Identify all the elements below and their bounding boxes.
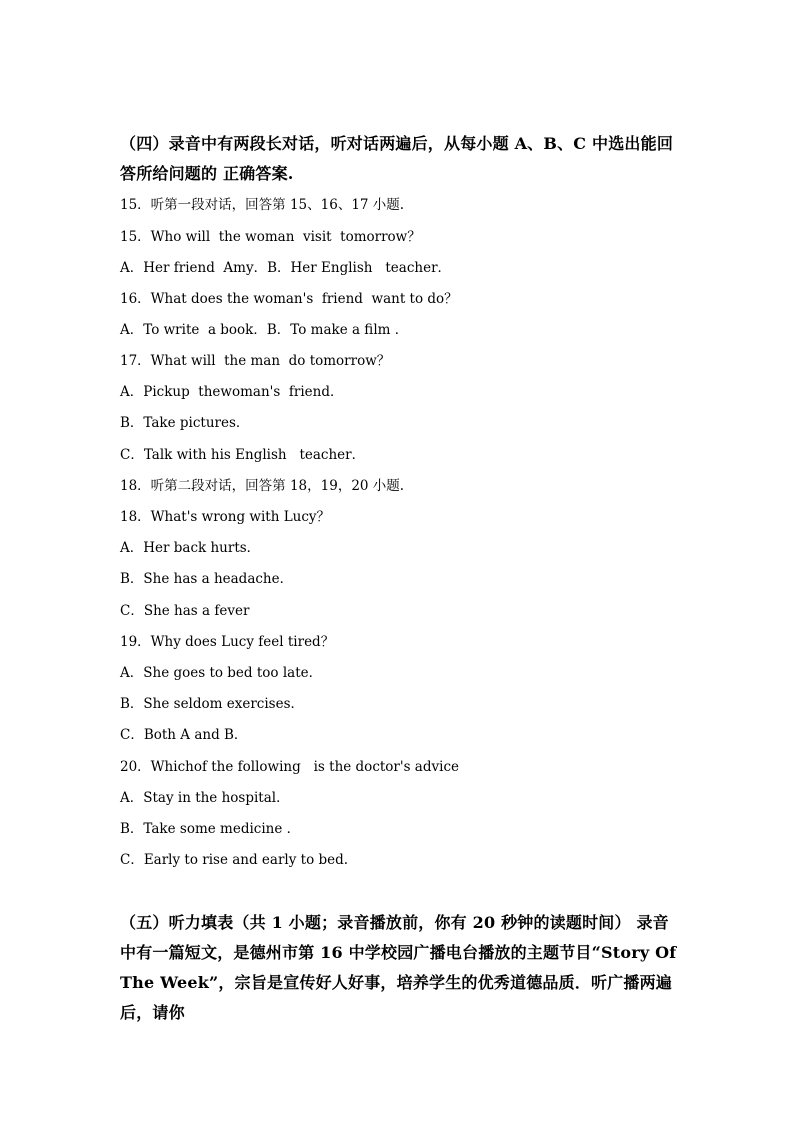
question-19-option-a: A．She goes to bed too late． (120, 665, 323, 681)
question-19: 19．Why does Lucy feel tired？ (120, 634, 335, 650)
question-17-option-c: C．Talk with his English teacher． (120, 447, 366, 463)
question-18: 18．What's wrong with Lucy？ (120, 509, 331, 525)
instruction-line: 15．听第一段对话，回答第 15、16、17 小题. (120, 197, 405, 213)
question-15: 15．Who will the woman visit tomorrow？ (120, 229, 421, 245)
question-20-option-b: B．Take some medicine ． (120, 821, 301, 837)
question-17-option-b: B．Take pictures． (120, 415, 250, 431)
question-20-option-c: C．Early to rise and early to bed. (120, 852, 349, 868)
question-17: 17．What will the man do tomorrow？ (120, 353, 391, 369)
question-16: 16．What does the woman's friend want to do？ (120, 291, 458, 307)
question-18-option-b: B．She has a headache． (120, 571, 294, 587)
question-19-option-b: B．She seldom exercises． (120, 696, 305, 712)
instruction-line-2: 18．听第二段对话，回答第 18，19，20 小题. (120, 478, 405, 494)
question-15-options: A．Her friend Amy．B．Her English teacher． (120, 260, 452, 276)
question-17-option-a: A．Pickup thewoman's friend． (120, 384, 344, 400)
section-4-heading: （四）录音中有两段长对话，听对话两遍后，从每小题 A、B、C 中选出能回答所给问题的 正确答案. (120, 134, 674, 183)
question-20-option-a: A．Stay in the hospital． (120, 790, 290, 806)
question-18-option-a: A．Her back hurts． (120, 540, 261, 556)
question-18-option-c: C．She has a fever (120, 603, 250, 619)
question-19-option-c: C．Both A and B． (120, 727, 248, 743)
question-16-options: A．To write a book．B．To make a film ． (120, 322, 409, 338)
section-5-heading: （五）听力填表（共 1 小题；录音播放前，你有 20 秒钟的读题时间） 录音中有一篇短文，是德州市第 16 中学校园广播电台播放的主题节目“Story Of The Week”，宗旨是宣传好人好事，培养学生的优秀道德品质．听广播两遍后，请你 (120, 913, 677, 1022)
question-20: 20．Whichof the following is the doctor's advice (120, 759, 459, 775)
